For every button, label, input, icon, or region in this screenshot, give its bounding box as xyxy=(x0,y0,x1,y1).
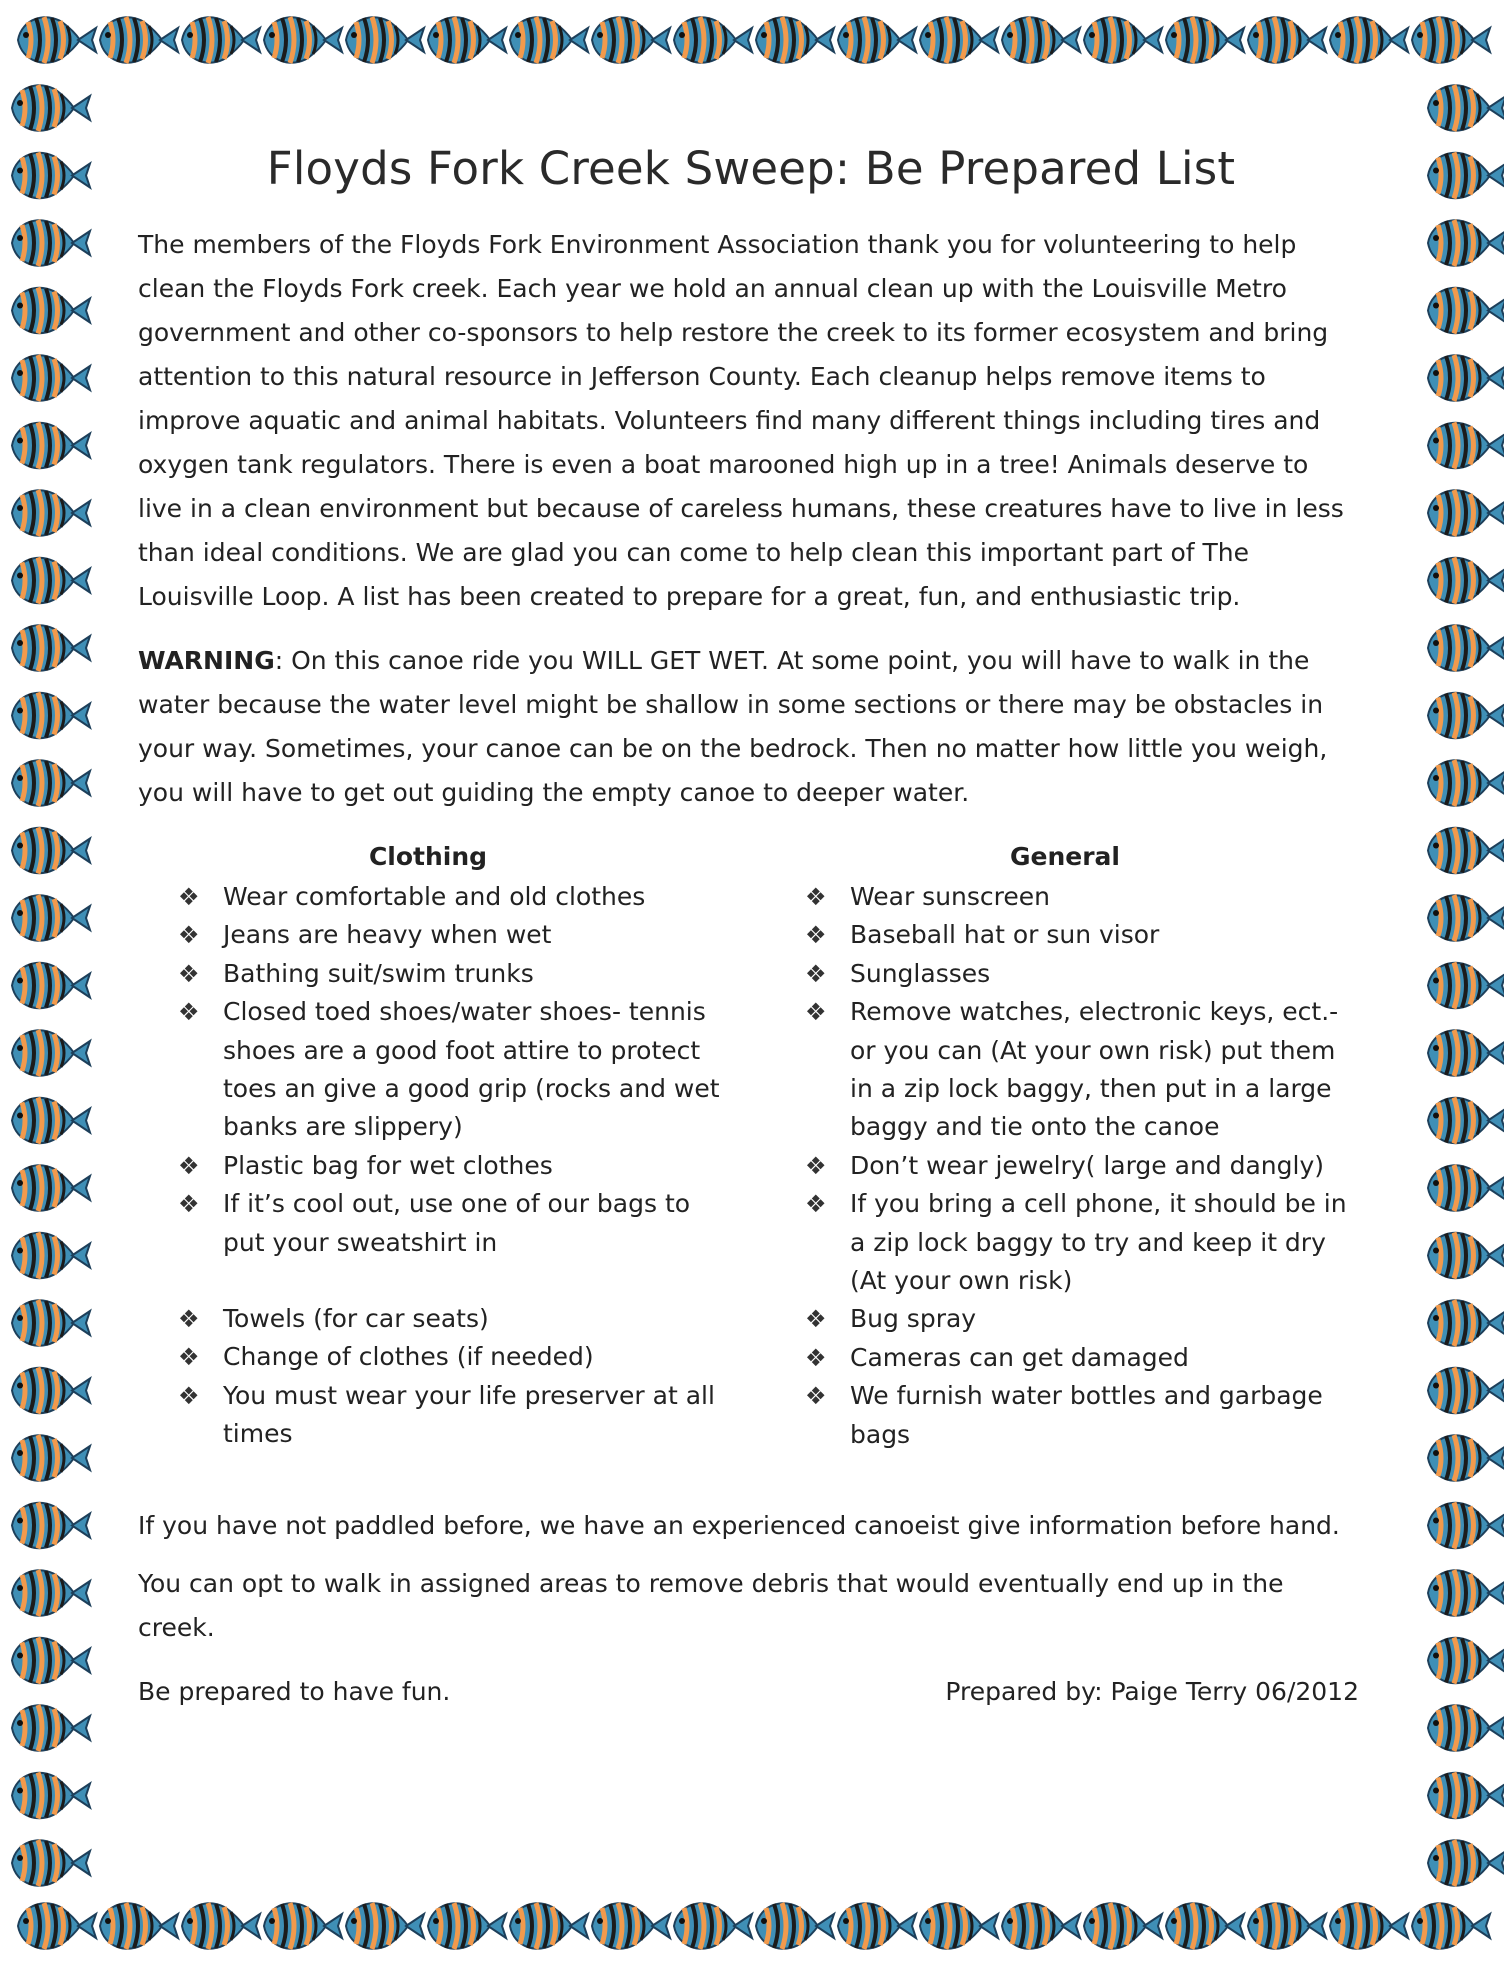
striped-fish-icon xyxy=(1428,558,1504,604)
striped-fish-icon xyxy=(182,17,260,63)
striped-fish-icon xyxy=(18,1903,96,1949)
striped-fish-icon xyxy=(12,760,90,806)
diamond-bullet-icon: ❖ xyxy=(178,959,200,988)
striped-fish-icon xyxy=(1428,625,1504,671)
striped-fish-icon xyxy=(756,17,834,63)
striped-fish-icon xyxy=(1428,693,1504,739)
document-body xyxy=(133,120,1369,1714)
striped-fish-icon xyxy=(346,17,424,63)
striped-fish-icon xyxy=(838,1903,916,1949)
list-item: ❖ Wear comfortable and old clothes xyxy=(178,878,738,916)
diamond-bullet-icon: ❖ xyxy=(805,883,827,911)
clothing-column xyxy=(178,840,738,1454)
diamond-bullet-icon: ❖ xyxy=(805,959,827,988)
diamond-bullet-icon: ❖ xyxy=(178,921,200,950)
checklists xyxy=(133,840,1369,1470)
diamond-bullet-icon: ❖ xyxy=(178,1190,200,1219)
striped-fish-icon xyxy=(12,1165,90,1211)
list-item: ❖ Bug spray xyxy=(805,1300,1365,1338)
striped-fish-icon xyxy=(1428,355,1504,401)
striped-fish-icon xyxy=(12,1435,90,1481)
diamond-bullet-icon: ❖ xyxy=(805,1305,827,1334)
list-item: ❖ Change of clothes (if needed) xyxy=(178,1338,738,1376)
striped-fish-icon xyxy=(12,1098,90,1144)
striped-fish-icon xyxy=(1428,1368,1504,1414)
striped-fish-icon xyxy=(756,1903,834,1949)
striped-fish-icon xyxy=(510,17,588,63)
striped-fish-icon xyxy=(12,1638,90,1684)
diamond-bullet-icon: ❖ xyxy=(178,998,200,1027)
striped-fish-icon xyxy=(1428,423,1504,469)
diamond-bullet-icon: ❖ xyxy=(178,883,200,911)
striped-fish-icon xyxy=(12,625,90,671)
striped-fish-icon xyxy=(12,1840,90,1886)
list-item: ❖ Bathing suit/swim trunks xyxy=(178,955,738,993)
diamond-bullet-icon: ❖ xyxy=(805,998,827,1027)
striped-fish-icon xyxy=(592,1903,670,1949)
striped-fish-icon xyxy=(182,1903,260,1949)
striped-fish-icon xyxy=(1428,1165,1504,1211)
striped-fish-icon xyxy=(346,1903,424,1949)
striped-fish-icon xyxy=(1428,1503,1504,1549)
striped-fish-icon xyxy=(12,1503,90,1549)
warning-text: : On this canoe ride you WILL GET WET. At some point, you will have to walk in the water because the water level might be shallow in some sections or there may be obstacles in your way. Sometimes, your canoe can be on the bedrock. Then no matter how little you weigh, you will have to get out guiding the empty canoe to deeper water. xyxy=(138,646,1328,807)
striped-fish-icon xyxy=(920,17,998,63)
striped-fish-icon xyxy=(1428,1638,1504,1684)
striped-fish-icon xyxy=(12,828,90,874)
striped-fish-icon xyxy=(1084,1903,1162,1949)
striped-fish-icon xyxy=(1428,85,1504,131)
striped-fish-icon xyxy=(1428,220,1504,266)
striped-fish-icon xyxy=(838,17,916,63)
diamond-bullet-icon: ❖ xyxy=(805,1343,827,1372)
striped-fish-icon xyxy=(1428,490,1504,536)
striped-fish-icon xyxy=(592,17,670,63)
striped-fish-icon xyxy=(1330,17,1408,63)
list-item: ❖ Plastic bag for wet clothes xyxy=(178,1147,738,1185)
striped-fish-icon xyxy=(1330,1903,1408,1949)
striped-fish-icon xyxy=(100,1903,178,1949)
page-title: Floyds Fork Creek Sweep: Be Prepared List xyxy=(266,142,1236,195)
list-item: ❖ You must wear your life preserver at all times xyxy=(178,1377,738,1454)
striped-fish-icon xyxy=(12,1300,90,1346)
list-item: ❖ Baseball hat or sun visor xyxy=(805,916,1365,954)
striped-fish-icon xyxy=(1428,1300,1504,1346)
striped-fish-icon xyxy=(12,85,90,131)
striped-fish-icon xyxy=(12,1570,90,1616)
striped-fish-icon xyxy=(510,1903,588,1949)
striped-fish-icon xyxy=(428,1903,506,1949)
list-item: ❖ Closed toed shoes/water shoes- tennis shoes are a good foot attire to protect toes an give a good grip (rocks and wet banks are slippery) xyxy=(178,993,738,1147)
striped-fish-icon xyxy=(1428,1570,1504,1616)
striped-fish-icon xyxy=(1428,153,1504,199)
striped-fish-icon xyxy=(1428,895,1504,941)
striped-fish-icon xyxy=(12,1233,90,1279)
striped-fish-icon xyxy=(920,1903,998,1949)
list-item: ❖ Jeans are heavy when wet xyxy=(178,916,738,954)
striped-fish-icon xyxy=(1002,1903,1080,1949)
striped-fish-icon xyxy=(1428,288,1504,334)
walking-note: You can opt to walk in assigned areas to remove debris that would eventually end up in the creek. xyxy=(138,1569,1284,1642)
diamond-bullet-icon: ❖ xyxy=(805,921,827,950)
diamond-bullet-icon: ❖ xyxy=(805,1190,827,1219)
list-item: ❖ We furnish water bottles and garbage bags xyxy=(805,1377,1365,1454)
striped-fish-icon xyxy=(1428,1840,1504,1886)
striped-fish-icon xyxy=(12,220,90,266)
striped-fish-icon xyxy=(100,17,178,63)
striped-fish-icon xyxy=(12,1773,90,1819)
diamond-bullet-icon: ❖ xyxy=(805,1151,827,1180)
striped-fish-icon xyxy=(264,1903,342,1949)
list-item: ❖ Sunglasses xyxy=(805,955,1365,993)
striped-fish-icon xyxy=(1428,1233,1504,1279)
intro-paragraph: The members of the Floyds Fork Environment Association thank you for volunteering to help clean the Floyds Fork creek. Each year we hold an annual clean up with the Louisville Metro government and other co-sponsors to help restore the creek to its former ecosystem and bring attention to this natural resource in Jefferson County. Each cleanup helps remove items to improve aquatic and animal habitats. Volunteers find many different things including tires and oxygen tank regulators. There is even a boat marooned high up in a tree! Animals deserve to live in a clean environment but because of careless humans, these creatures have to live in less than ideal conditions. We are glad you can come to help clean this important part of The Louisville Loop. A list has been created to prepare for a great, fun, and enthusiastic trip. xyxy=(138,230,1344,611)
striped-fish-icon xyxy=(428,17,506,63)
prepared-by: Prepared by: Paige Terry 06/2012 xyxy=(945,1677,1359,1706)
striped-fish-icon xyxy=(1428,1098,1504,1144)
striped-fish-icon xyxy=(1248,17,1326,63)
list-item: ❖ Cameras can get damaged xyxy=(805,1339,1365,1377)
list-item: ❖ If you bring a cell phone, it should be in a zip lock baggy to try and keep it dry (At your own risk) xyxy=(805,1185,1365,1300)
striped-fish-icon xyxy=(1428,760,1504,806)
striped-fish-icon xyxy=(12,288,90,334)
striped-fish-icon xyxy=(12,558,90,604)
striped-fish-icon xyxy=(12,1705,90,1751)
striped-fish-icon xyxy=(1428,828,1504,874)
striped-fish-icon xyxy=(1412,17,1490,63)
striped-fish-icon xyxy=(12,153,90,199)
striped-fish-icon xyxy=(1412,1903,1490,1949)
striped-fish-icon xyxy=(12,355,90,401)
closing-line: Be prepared to have fun. xyxy=(138,1677,451,1706)
general-column xyxy=(805,840,1365,1454)
general-list xyxy=(805,878,1365,1454)
diamond-bullet-icon: ❖ xyxy=(178,1305,200,1334)
striped-fish-icon xyxy=(1248,1903,1326,1949)
striped-fish-icon xyxy=(18,17,96,63)
striped-fish-icon xyxy=(12,963,90,1009)
list-item: ❖ Don’t wear jewelry( large and dangly) xyxy=(805,1147,1365,1185)
striped-fish-icon xyxy=(12,895,90,941)
striped-fish-icon xyxy=(1002,17,1080,63)
striped-fish-icon xyxy=(1428,963,1504,1009)
striped-fish-icon xyxy=(12,490,90,536)
paddling-note: If you have not paddled before, we have an experienced canoeist give information before hand. xyxy=(138,1511,1340,1540)
diamond-bullet-icon: ❖ xyxy=(178,1381,200,1410)
striped-fish-icon xyxy=(1166,1903,1244,1949)
clothing-heading: Clothing xyxy=(368,842,488,871)
clothing-list xyxy=(178,878,738,1454)
general-heading: General xyxy=(1010,842,1120,871)
striped-fish-icon xyxy=(12,1030,90,1076)
striped-fish-icon xyxy=(12,1368,90,1414)
list-item: ❖ Remove watches, electronic keys, ect.- or you can (At your own risk) put them in a zip lock baggy, then put in a large baggy and tie onto the canoe xyxy=(805,993,1365,1147)
list-item: ❖ Wear sunscreen xyxy=(805,878,1365,916)
diamond-bullet-icon: ❖ xyxy=(805,1382,827,1411)
striped-fish-icon xyxy=(12,423,90,469)
striped-fish-icon xyxy=(1428,1705,1504,1751)
striped-fish-icon xyxy=(1428,1435,1504,1481)
striped-fish-icon xyxy=(674,17,752,63)
list-item: ❖ Towels (for car seats) xyxy=(178,1300,738,1338)
striped-fish-icon xyxy=(1428,1773,1504,1819)
striped-fish-icon xyxy=(674,1903,752,1949)
warning-label: WARNING xyxy=(138,646,275,675)
striped-fish-icon xyxy=(1428,1030,1504,1076)
diamond-bullet-icon: ❖ xyxy=(178,1343,200,1372)
diamond-bullet-icon: ❖ xyxy=(178,1151,200,1180)
warning-paragraph xyxy=(138,639,1363,815)
list-item: ❖ If it’s cool out, use one of our bags to put your sweatshirt in xyxy=(178,1185,738,1262)
footer xyxy=(138,1670,1359,1714)
striped-fish-icon xyxy=(12,693,90,739)
striped-fish-icon xyxy=(1166,17,1244,63)
striped-fish-icon xyxy=(1084,17,1162,63)
striped-fish-icon xyxy=(264,17,342,63)
